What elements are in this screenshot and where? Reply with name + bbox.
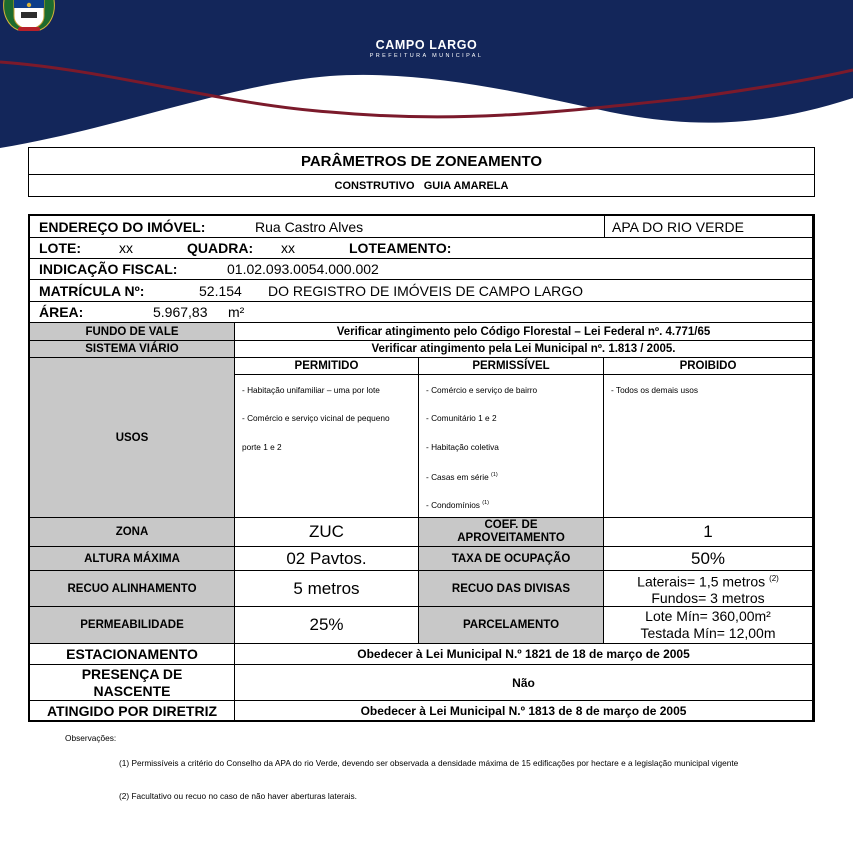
coef-label-line2: APROVEITAMENTO <box>457 532 565 544</box>
permissivel-item <box>426 470 498 482</box>
document-subtitle: CONSTRUTIVO GUIA AMARELA <box>334 179 509 192</box>
nascente-value: Não <box>235 665 813 701</box>
usos-header-proibido: PROIBIDO <box>604 358 813 375</box>
footnote-mark: (2) <box>769 573 779 583</box>
diretriz-value: Obedecer à Lei Municipal N.º 1813 de 8 de março de 2005 <box>235 701 813 720</box>
coef-label-line1: COEF. DE <box>484 519 538 531</box>
permissivel-item-text: - Casas em série <box>426 471 489 482</box>
altura-label: ALTURA MÁXIMA <box>30 547 235 571</box>
matricula-label: MATRÍCULA Nº: <box>39 282 145 299</box>
matricula-row <box>30 280 813 302</box>
coef-value: 1 <box>604 518 813 547</box>
recuo-divisas-label: RECUO DAS DIVISAS <box>419 571 604 607</box>
usos-permissivel-cell <box>419 375 604 518</box>
nascente-label-line1: PRESENÇA DE <box>81 665 183 682</box>
city-name: CAMPO LARGO <box>375 38 478 52</box>
area-row <box>30 302 813 323</box>
indicacao-value: 01.02.093.0054.000.002 <box>227 261 379 277</box>
usos-header-permissivel: PERMISSÍVEL <box>419 358 604 375</box>
permeabilidade-value: 25% <box>235 607 419 644</box>
title-box <box>28 147 815 197</box>
quadra-value: xx <box>281 240 295 256</box>
permitido-item: - Habitação unifamiliar – uma por lote <box>242 385 380 395</box>
zona-label: ZONA <box>30 518 235 547</box>
permissivel-item: - Habitação coletiva <box>426 442 499 452</box>
lote-row <box>30 238 813 259</box>
permissivel-item: - Comércio e serviço de bairro <box>426 385 538 395</box>
taxa-label: TAXA DE OCUPAÇÃO <box>419 547 604 571</box>
nascente-label <box>30 665 235 701</box>
usos-proibido-cell <box>604 375 813 518</box>
recuo-divisas-fundos: Fundos= 3 metros <box>651 590 765 607</box>
parcelamento-lote: Lote Mín= 360,00m² <box>645 608 771 624</box>
endereco-row <box>30 216 605 238</box>
recuo-alinhamento-value: 5 metros <box>235 571 419 607</box>
sistema-viario-value: Verificar atingimento pela Lei Municipal nº. 1.813 / 2005. <box>235 341 813 358</box>
zoning-table <box>28 214 815 722</box>
note-1: (1) Permissíveis a critério do Conselho da APA do rio Verde, devendo ser observada a densidade máxima de 15 edificações por hectare e a legislação municipal vigente <box>119 758 739 768</box>
proibido-item: - Todos os demais usos <box>611 385 699 395</box>
header-wave-graphic <box>0 0 853 150</box>
permissivel-item <box>426 498 489 510</box>
recuo-alinhamento-label: RECUO ALINHAMENTO <box>30 571 235 607</box>
zona-value: ZUC <box>235 518 419 547</box>
lote-label: LOTE: <box>39 240 81 256</box>
fundo-vale-value: Verificar atingimento pelo Código Florestal – Lei Federal nº. 4.771/65 <box>235 323 813 341</box>
document-title: PARÂMETROS DE ZONEAMENTO <box>29 148 814 175</box>
coat-of-arms-icon <box>0 0 58 34</box>
sistema-viario-label: SISTEMA VIÁRIO <box>30 341 235 358</box>
city-subtitle: PREFEITURA MUNICIPAL <box>369 53 484 59</box>
area-unit: m² <box>228 304 245 320</box>
recuo-divisas-value <box>604 571 813 607</box>
estacionamento-label: ESTACIONAMENTO <box>30 644 235 665</box>
footnote-mark: (1) <box>491 472 498 478</box>
matricula-registro: DO REGISTRO DE IMÓVEIS DE CAMPO LARGO <box>268 282 584 299</box>
coef-label <box>419 518 604 547</box>
loteamento-label: LOTEAMENTO: <box>349 240 452 256</box>
estacionamento-value: Obedecer à Lei Municipal N.º 1821 de 18 de março de 2005 <box>235 644 813 665</box>
permissivel-item: - Comunitário 1 e 2 <box>426 413 497 423</box>
taxa-value: 50% <box>604 547 813 571</box>
parcelamento-value <box>604 607 813 644</box>
parcelamento-label: PARCELAMENTO <box>419 607 604 644</box>
endereco-label: ENDEREÇO DO IMÓVEL: <box>39 218 206 235</box>
apa-value: APA DO RIO VERDE <box>612 218 744 235</box>
diretriz-label: ATINGIDO POR DIRETRIZ <box>30 701 235 720</box>
parcelamento-testada: Testada Mín= 12,00m <box>640 625 776 641</box>
usos-label: USOS <box>30 358 235 518</box>
permissivel-item-text: - Condomínios <box>426 499 480 510</box>
fundo-vale-label: FUNDO DE VALE <box>30 323 235 341</box>
area-label: ÁREA: <box>39 304 84 320</box>
indicacao-label: INDICAÇÃO FISCAL: <box>39 261 178 277</box>
indicacao-row <box>30 259 813 280</box>
quadra-label: QUADRA: <box>187 240 254 256</box>
endereco-value: Rua Castro Alves <box>255 218 364 235</box>
recuo-laterais-text: Laterais= 1,5 metros <box>637 573 766 590</box>
altura-value: 02 Pavtos. <box>235 547 419 571</box>
usos-permitido-cell <box>235 375 419 518</box>
permitido-item: porte 1 e 2 <box>242 442 282 452</box>
recuo-divisas-laterais <box>637 571 779 590</box>
matricula-value: 52.154 <box>199 282 242 299</box>
header-banner <box>0 0 853 150</box>
permitido-item: - Comércio e serviço vicinal de pequeno <box>242 413 390 423</box>
footnote-mark: (1) <box>482 500 490 506</box>
apa-cell <box>605 216 813 238</box>
observacoes-title: Observações: <box>65 733 117 743</box>
usos-header-permitido: PERMITIDO <box>235 358 419 375</box>
note-2: (2) Facultativo ou recuo no caso de não haver aberturas laterais. <box>119 791 357 801</box>
nascente-label-line2: NASCENTE <box>93 682 171 699</box>
area-value: 5.967,83 <box>153 304 208 320</box>
permeabilidade-label: PERMEABILIDADE <box>30 607 235 644</box>
lote-value: xx <box>119 240 133 256</box>
